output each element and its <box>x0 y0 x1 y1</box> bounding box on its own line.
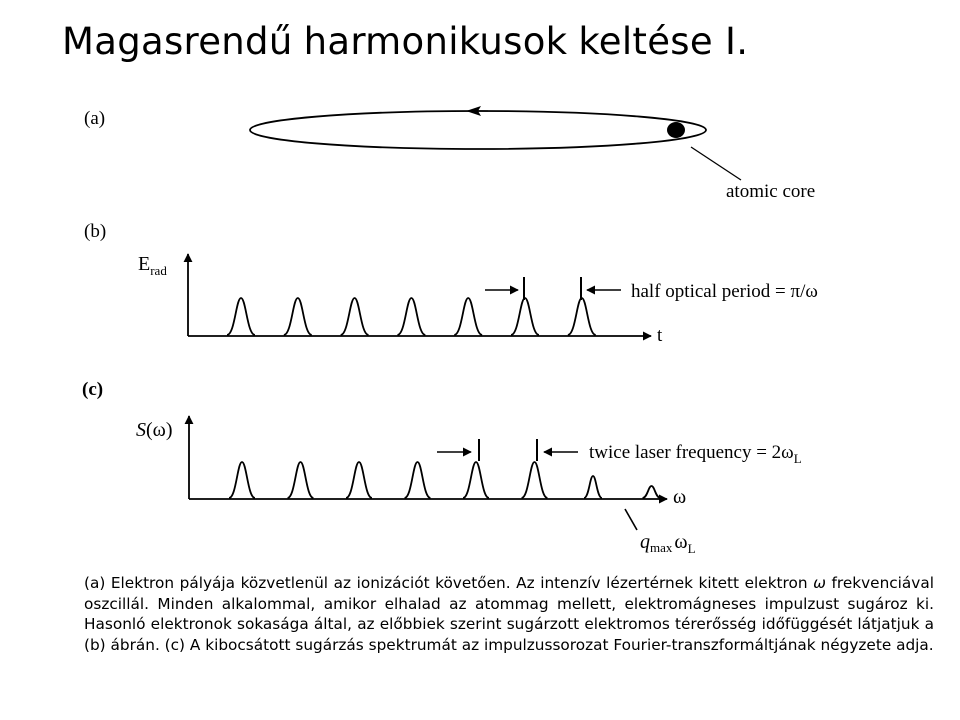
harmonic-peak <box>346 462 372 498</box>
pulse-train <box>227 298 596 335</box>
electron-orbit <box>250 111 706 149</box>
title-word: Magasrendű <box>62 20 293 63</box>
x-axis-label-t: t <box>657 325 663 346</box>
harmonic-peak <box>405 462 431 498</box>
half-period-annotation: half optical period = π/ω <box>631 281 818 302</box>
emission-pulse <box>568 298 596 335</box>
harmonic-peak <box>463 462 489 498</box>
emission-pulse <box>397 298 425 335</box>
atomic-core-dot <box>667 122 685 138</box>
harmonic-peaks <box>229 462 661 498</box>
panel-a <box>84 106 815 202</box>
figure-caption <box>84 573 934 655</box>
harmonic-peak <box>288 462 314 498</box>
y-axis-label-s-omega: S(ω) <box>136 419 173 441</box>
harmonic-peak <box>584 476 602 498</box>
panel-c <box>82 379 802 556</box>
twice-frequency-annotation: twice laser frequency = $2\omega_L$ <box>589 442 802 466</box>
panel-b-label: (b) <box>84 221 107 242</box>
atomic-core-label: atomic core <box>726 181 816 202</box>
harmonic-peak <box>643 486 661 498</box>
emission-pulse <box>341 298 369 335</box>
panel-a-label: (a) <box>84 108 106 129</box>
harmonic-peak <box>522 462 548 498</box>
title-word: harmonikusok <box>303 20 568 63</box>
panel-b <box>84 221 818 346</box>
cutoff-pointer-line <box>625 509 637 530</box>
caption-text: (a) Elektron pályája közvetlenül az ionizációt követően. Az intenzív lézertérnek kitett elektron <box>84 574 814 592</box>
caption-text: frekvenciával oszcillál. Minden alkalommal, amikor elhalad az atommag mellett, elektromágneses impulzust sugároz ki. Hasonló elektronok sokasága által, az előbbiek szerint sugárzott elektromos térerősség időfüggését látjatjuk a (b) ábrán. (c) A kibocsátott sugárzás spektrumát az impulzussorozat Fourier-transzformáltjának négyzete adja. <box>84 574 934 654</box>
emission-pulse <box>454 298 482 335</box>
emission-pulse <box>511 298 539 335</box>
x-axis-label-omega: ω <box>673 486 687 508</box>
y-axis-label-erad: $E_{rad}$ <box>138 253 167 278</box>
emission-pulse <box>227 298 255 335</box>
emission-pulse <box>284 298 312 335</box>
title-word: keltése I. <box>578 20 749 63</box>
harmonic-peak <box>229 462 255 498</box>
core-pointer-line <box>691 147 741 180</box>
cutoff-label: $q_{max}$ $\omega_L$ <box>640 531 696 556</box>
caption-omega: ω <box>813 574 826 592</box>
panel-c-label: (c) <box>82 379 104 400</box>
